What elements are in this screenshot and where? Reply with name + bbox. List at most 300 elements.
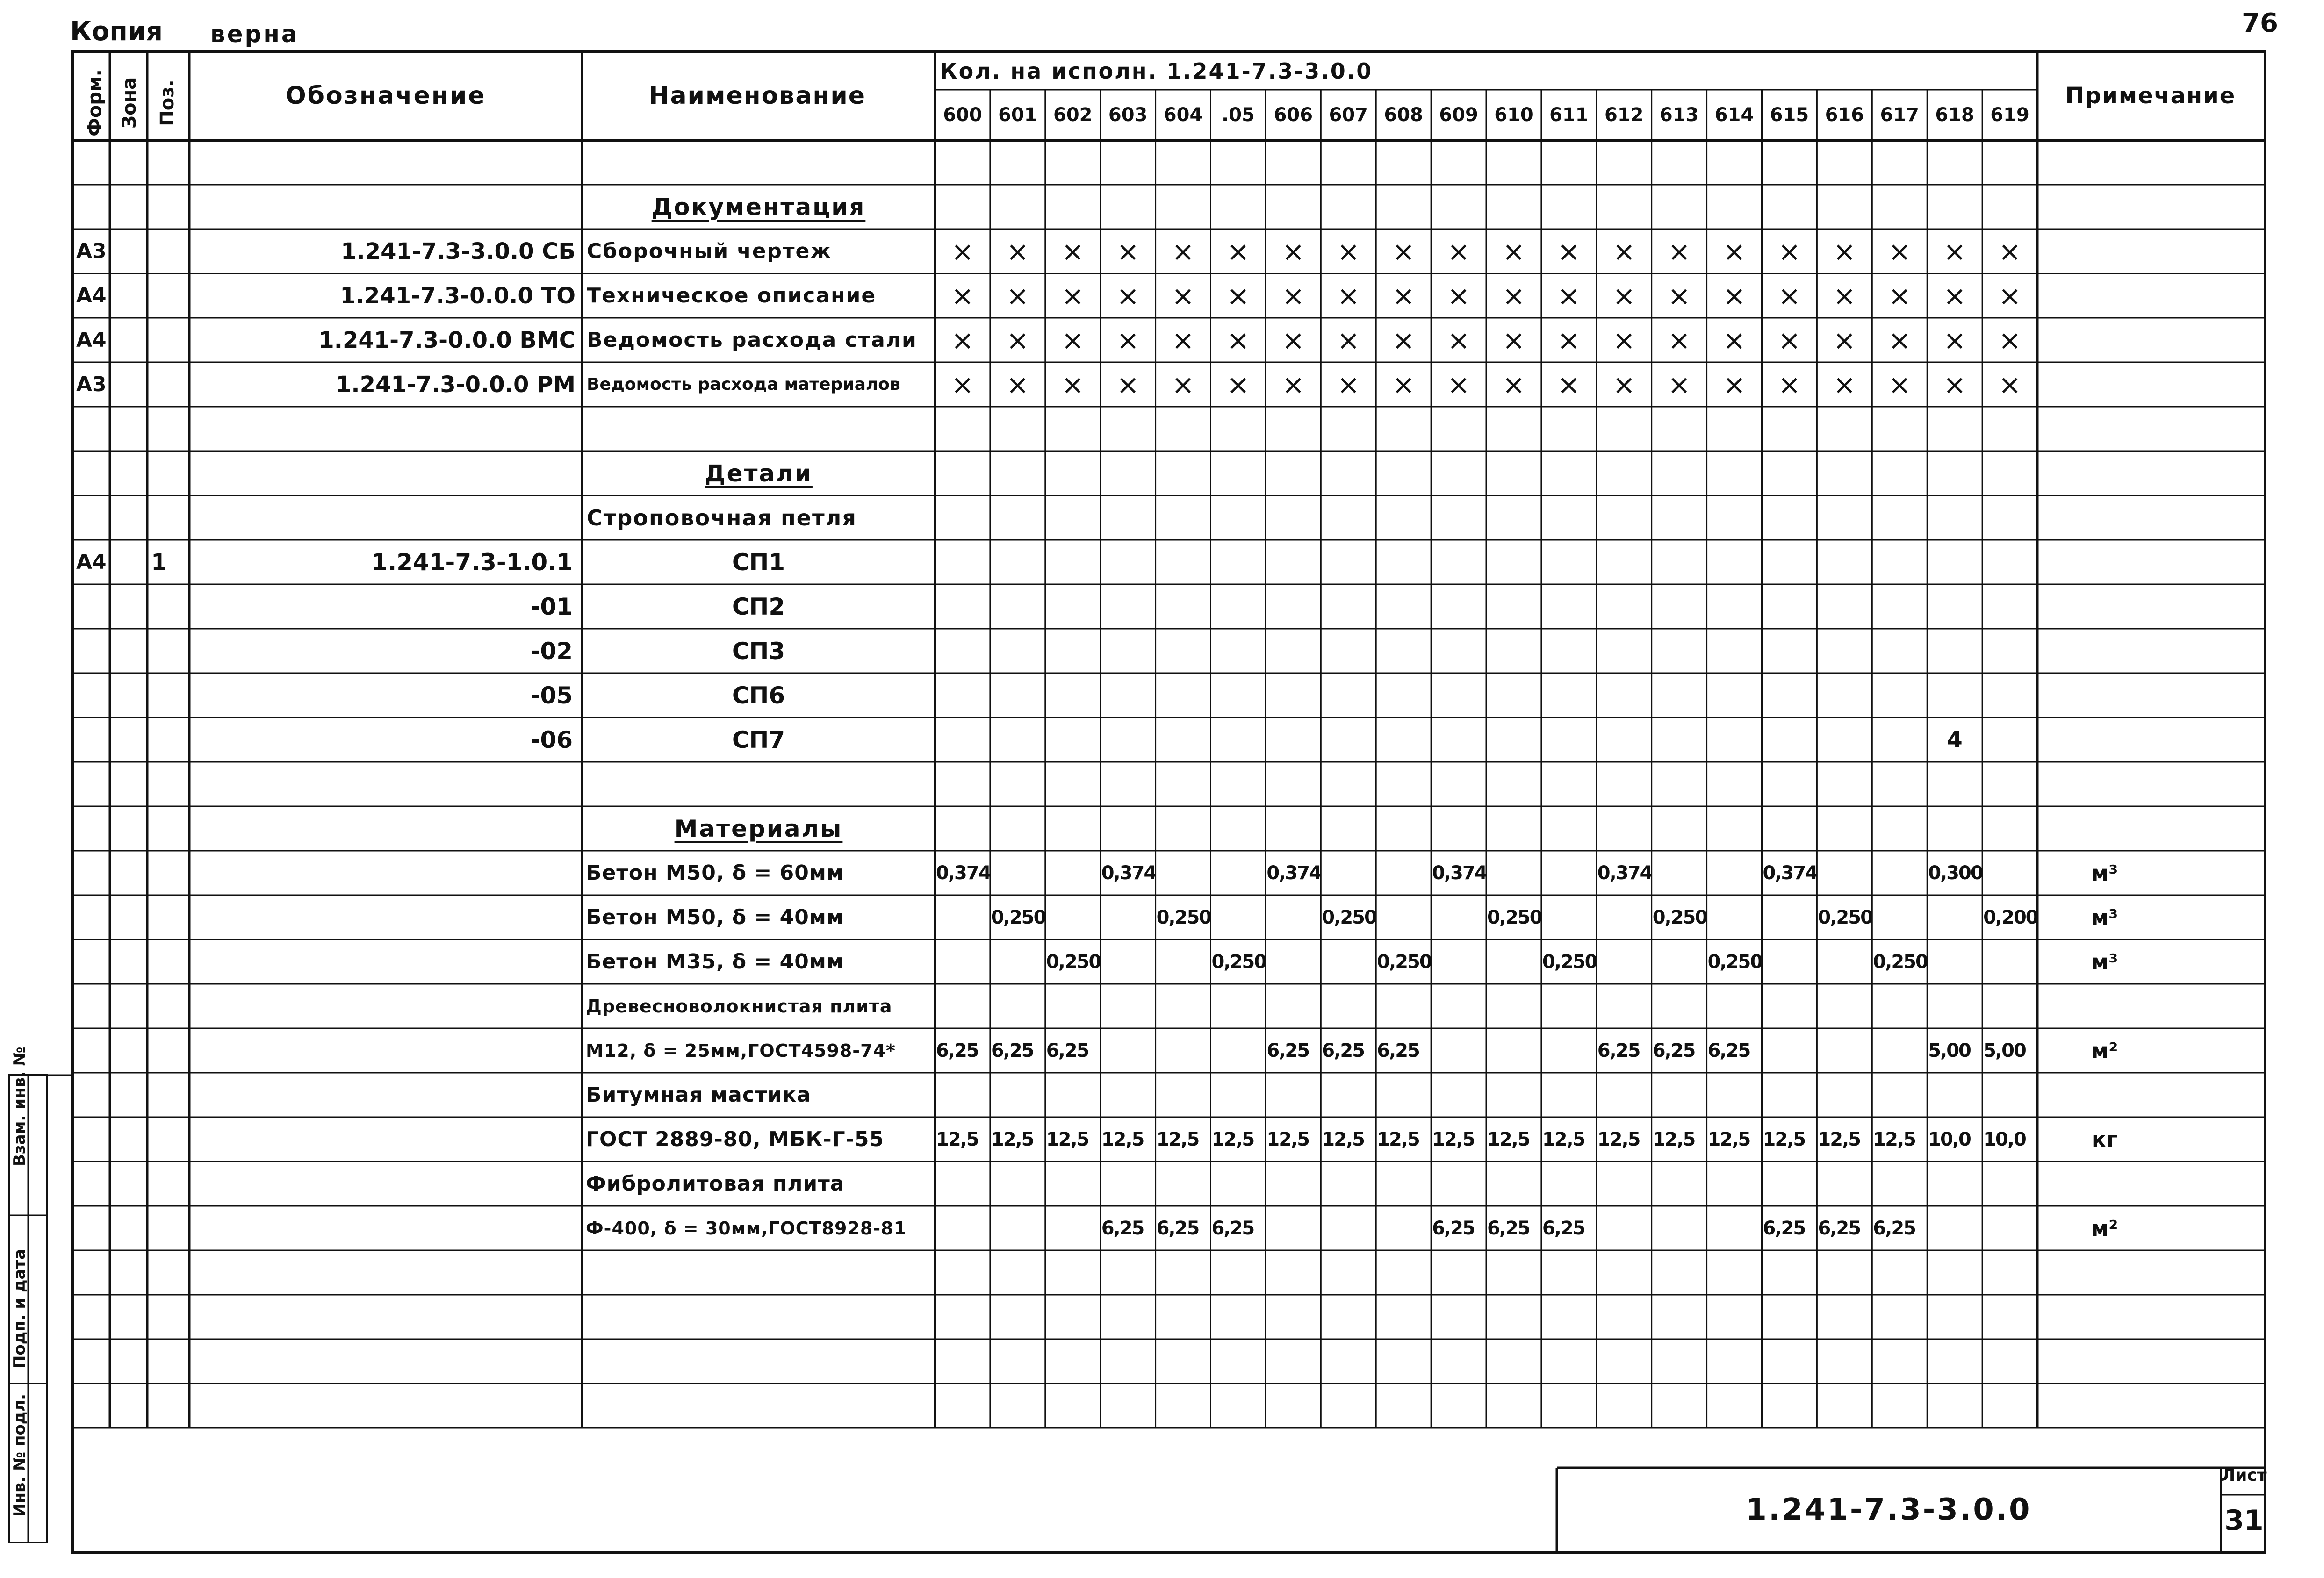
material-qty [1928, 895, 1983, 940]
material-qty: 0,250 [1487, 906, 1542, 928]
material-qty: 0,250 [1818, 906, 1872, 928]
material-qty [1432, 1162, 1487, 1206]
material-qty [1212, 1028, 1267, 1073]
variant-header: 600 [943, 104, 982, 126]
material-qty [1101, 1073, 1157, 1117]
header-form: Форм. [84, 69, 106, 136]
applicability-mark: × [1502, 324, 1525, 356]
material-qty [1322, 984, 1377, 1028]
row-form: А4 [76, 550, 107, 574]
material-qty [1157, 984, 1212, 1028]
applicability-mark: × [951, 235, 974, 267]
material-qty [1432, 1028, 1487, 1073]
applicability-mark: × [1172, 368, 1194, 401]
row-form: А3 [76, 372, 107, 396]
applicability-mark: × [1943, 324, 1966, 356]
variant-header: 619 [1990, 104, 2029, 126]
material-qty: 12,5 [1156, 1128, 1199, 1150]
applicability-mark: × [1557, 235, 1581, 267]
variant-header: 618 [1935, 104, 1974, 126]
qty-618 [1927, 584, 1982, 629]
material-qty [991, 1073, 1046, 1117]
material-unit [2037, 1162, 2172, 1206]
applicability-mark: × [1116, 368, 1139, 401]
material-qty [1818, 1073, 1873, 1117]
applicability-mark: × [1337, 235, 1360, 267]
row-pos [147, 717, 171, 762]
variant-header: 607 [1329, 104, 1368, 126]
applicability-mark: × [1612, 324, 1636, 356]
row-form: А4 [76, 328, 107, 352]
applicability-mark: × [1502, 235, 1525, 267]
applicability-mark: × [1282, 235, 1305, 267]
material-qty: 0,250 [1046, 951, 1101, 973]
section-materials: Материалы [674, 815, 843, 842]
header-name: Наименование [648, 82, 866, 110]
material-qty [1266, 940, 1322, 984]
applicability-mark: × [1668, 368, 1691, 401]
material-qty [1157, 1162, 1212, 1206]
material-qty [1763, 1073, 1818, 1117]
material-qty [1212, 851, 1267, 895]
material-qty [1708, 851, 1763, 895]
material-qty: 6,25 [1156, 1217, 1199, 1239]
applicability-mark: × [1006, 368, 1029, 401]
side-sign-date: Подп. и дата [10, 1248, 29, 1369]
material-qty: 10,0 [1928, 1128, 1971, 1150]
material-qty [1873, 1073, 1928, 1117]
material-qty: 6,25 [1432, 1217, 1475, 1239]
applicability-mark: × [1557, 280, 1581, 312]
material-qty [1653, 940, 1708, 984]
applicability-mark: × [1227, 235, 1250, 267]
material-qty: 6,25 [1763, 1217, 1806, 1239]
material-qty: 6,25 [1707, 1040, 1750, 1062]
applicability-mark: × [951, 324, 974, 356]
applicability-mark: × [1447, 368, 1470, 401]
material-qty: 6,25 [991, 1040, 1034, 1062]
material-qty: 0,200 [1983, 906, 2038, 928]
side-inv-sub: Взам. инв. № [10, 1047, 29, 1166]
applicability-mark: × [1998, 368, 2022, 401]
material-unit: м³ [2091, 904, 2118, 930]
material-qty [1818, 984, 1873, 1028]
footer-sheet-number: 31 [2224, 1504, 2264, 1537]
material-qty [1597, 984, 1653, 1028]
material-qty: 0,250 [1156, 906, 1211, 928]
applicability-mark: × [1998, 235, 2022, 267]
material-qty [1046, 1206, 1101, 1250]
material-qty [1763, 1162, 1818, 1206]
applicability-mark: × [1227, 368, 1250, 401]
applicability-mark: × [951, 280, 974, 312]
applicability-mark: × [1998, 324, 2022, 356]
material-qty: 10,0 [1983, 1128, 2026, 1150]
row-form [76, 584, 110, 629]
applicability-mark: × [1392, 280, 1415, 312]
material-qty [1101, 895, 1157, 940]
material-name: Бетон М50, δ = 60мм [586, 861, 844, 885]
material-qty [1377, 984, 1432, 1028]
applicability-mark: × [951, 368, 974, 401]
variant-header: 613 [1659, 104, 1699, 126]
variant-header: 615 [1770, 104, 1809, 126]
material-qty [1763, 1028, 1818, 1073]
header-designation: Обозначение [285, 82, 486, 110]
material-qty [1377, 1206, 1432, 1250]
applicability-mark: × [1172, 235, 1194, 267]
row-form [76, 629, 110, 673]
material-qty: 0,250 [1211, 951, 1266, 973]
material-qty: 0,374 [936, 862, 991, 884]
applicability-mark: × [1778, 235, 1801, 267]
material-qty [1873, 1162, 1928, 1206]
applicability-mark: × [1227, 324, 1250, 356]
material-qty: 12,5 [936, 1128, 979, 1150]
details-subtitle: Строповочная петля [587, 505, 857, 531]
applicability-mark: × [1668, 280, 1691, 312]
material-name: Битумная мастика [586, 1083, 811, 1107]
material-qty [1322, 1206, 1377, 1250]
footer-code: 1.241-7.3-3.0.0 [1746, 1492, 2032, 1527]
qty-618 [1927, 629, 1982, 673]
material-qty: 0,250 [1377, 951, 1432, 973]
material-qty [1542, 984, 1597, 1028]
material-name: Ф-400, δ = 30мм,ГОСТ8928-81 [586, 1218, 907, 1239]
row-pos [147, 584, 171, 629]
material-qty [1046, 895, 1101, 940]
material-qty [1487, 940, 1542, 984]
copy-note: Копия [70, 16, 163, 47]
applicability-mark: × [1557, 368, 1581, 401]
applicability-mark: × [1833, 235, 1856, 267]
material-qty [1046, 851, 1101, 895]
material-qty [1432, 1073, 1487, 1117]
variant-header: 604 [1163, 104, 1203, 126]
material-qty [1818, 1162, 1873, 1206]
variant-header: 603 [1108, 104, 1148, 126]
row-name: СП2 [732, 593, 785, 620]
applicability-mark: × [1282, 324, 1305, 356]
material-qty: 12,5 [1487, 1128, 1530, 1150]
applicability-mark: × [1006, 324, 1029, 356]
material-qty [1542, 1028, 1597, 1073]
applicability-mark: × [1888, 368, 1911, 401]
applicability-mark: × [1778, 368, 1801, 401]
variant-header: 608 [1384, 104, 1423, 126]
row-form: А4 [76, 283, 107, 308]
material-name: Бетон М50, δ = 40мм [586, 905, 844, 929]
material-qty: 6,25 [936, 1040, 979, 1062]
material-qty [1377, 895, 1432, 940]
material-qty [1432, 940, 1487, 984]
applicability-mark: × [1502, 280, 1525, 312]
row-name: Сборочный чертеж [587, 239, 832, 263]
material-qty [1377, 1162, 1432, 1206]
section-documentation: Документация [651, 193, 866, 221]
material-qty: 0,374 [1597, 862, 1652, 884]
material-qty [1266, 895, 1322, 940]
header-zone: Зона [119, 77, 140, 129]
material-qty [1046, 984, 1101, 1028]
material-qty [936, 895, 991, 940]
material-qty [936, 940, 991, 984]
material-qty [1597, 940, 1653, 984]
material-qty [991, 1162, 1046, 1206]
applicability-mark: × [1723, 368, 1746, 401]
applicability-mark: × [1337, 324, 1360, 356]
applicability-mark: × [1447, 324, 1470, 356]
applicability-mark: × [1116, 235, 1139, 267]
applicability-mark: × [1172, 324, 1194, 356]
material-unit: м³ [2091, 949, 2118, 975]
material-qty [1983, 940, 2038, 984]
material-qty: 6,25 [1652, 1040, 1695, 1062]
material-unit: м² [2091, 1215, 2118, 1241]
material-qty: 12,5 [1266, 1128, 1309, 1150]
material-qty [1653, 1206, 1708, 1250]
row-name: СП7 [732, 726, 785, 753]
material-qty: 12,5 [1046, 1128, 1089, 1150]
material-qty [1708, 1162, 1763, 1206]
footer-sheet-label: Лист [2221, 1466, 2267, 1485]
applicability-mark: × [1006, 280, 1029, 312]
material-qty [991, 940, 1046, 984]
applicability-mark: × [1282, 280, 1305, 312]
material-qty [1212, 984, 1267, 1028]
applicability-mark: × [1833, 368, 1856, 401]
row-name: СП6 [732, 681, 785, 709]
material-qty [1653, 1162, 1708, 1206]
applicability-mark: × [1116, 280, 1139, 312]
variant-header: 617 [1880, 104, 1919, 126]
material-qty [1763, 895, 1818, 940]
material-qty [1928, 984, 1983, 1028]
qty-618 [1927, 673, 1982, 717]
material-qty: 0,374 [1101, 862, 1156, 884]
material-qty [1157, 940, 1212, 984]
material-qty [1266, 984, 1322, 1028]
applicability-mark: × [1006, 235, 1029, 267]
applicability-mark: × [1723, 235, 1746, 267]
applicability-mark: × [1172, 280, 1194, 312]
material-qty: 6,25 [1322, 1040, 1364, 1062]
variant-header: 610 [1494, 104, 1533, 126]
applicability-mark: × [1612, 235, 1636, 267]
applicability-mark: × [1668, 324, 1691, 356]
applicability-mark: × [1447, 235, 1470, 267]
material-qty [1487, 1028, 1542, 1073]
material-qty: 6,25 [1046, 1040, 1089, 1062]
material-qty [991, 984, 1046, 1028]
material-qty [936, 1073, 991, 1117]
material-qty: 12,5 [1101, 1128, 1144, 1150]
material-qty: 12,5 [1377, 1128, 1419, 1150]
applicability-mark: × [1447, 280, 1470, 312]
material-qty [991, 851, 1046, 895]
row-form [76, 673, 110, 717]
material-qty: 12,5 [1211, 1128, 1254, 1150]
material-qty [1708, 1206, 1763, 1250]
applicability-mark: × [1943, 280, 1966, 312]
material-qty [1928, 1162, 1983, 1206]
material-qty: 0,250 [1322, 906, 1376, 928]
applicability-mark: × [1502, 368, 1525, 401]
material-qty [1873, 1028, 1928, 1073]
applicability-mark: × [1392, 235, 1415, 267]
material-qty [1708, 984, 1763, 1028]
material-qty: 0,374 [1763, 862, 1818, 884]
material-qty [1432, 895, 1487, 940]
material-qty [1157, 851, 1212, 895]
material-qty [1212, 895, 1267, 940]
material-qty: 6,25 [1597, 1040, 1640, 1062]
material-qty [1212, 1073, 1267, 1117]
material-qty [1487, 1073, 1542, 1117]
material-qty [1487, 851, 1542, 895]
material-qty: 6,25 [1377, 1040, 1419, 1062]
row-designation: 1.241-7.3-0.0.0 ТО [340, 282, 576, 309]
material-qty [1873, 984, 1928, 1028]
row-designation: 1.241-7.3-0.0.0 ВМС [318, 327, 576, 353]
variant-header: 606 [1274, 104, 1313, 126]
qty-618 [1927, 540, 1982, 584]
material-qty [1597, 1073, 1653, 1117]
material-qty: 12,5 [1432, 1128, 1475, 1150]
material-qty [1818, 851, 1873, 895]
applicability-mark: × [1392, 368, 1415, 401]
material-qty [1928, 1206, 1983, 1250]
material-qty: 0,300 [1928, 862, 1983, 884]
material-qty [1597, 1162, 1653, 1206]
material-qty [1708, 895, 1763, 940]
material-unit: м³ [2091, 860, 2118, 886]
row-designation: -05 [530, 681, 573, 709]
material-qty: 0,374 [1266, 862, 1321, 884]
row-name: Техническое описание [587, 283, 877, 308]
material-qty [1818, 940, 1873, 984]
applicability-mark: × [1998, 280, 2022, 312]
material-qty: 6,25 [1211, 1217, 1254, 1239]
material-qty [1983, 851, 2038, 895]
material-qty [1653, 1073, 1708, 1117]
material-qty [1487, 1162, 1542, 1206]
material-qty [1542, 1162, 1597, 1206]
material-qty [1377, 851, 1432, 895]
material-qty [1818, 1028, 1873, 1073]
material-qty: 5,00 [1983, 1040, 2026, 1062]
applicability-mark: × [1612, 368, 1636, 401]
material-qty: 6,25 [1487, 1217, 1530, 1239]
row-designation: -01 [530, 593, 573, 620]
material-qty: 0,250 [991, 906, 1046, 928]
row-form [76, 717, 110, 762]
material-name: Бетон М35, δ = 40мм [586, 949, 844, 974]
header-pos: Поз. [157, 79, 178, 126]
material-name: Древесноволокнистая плита [586, 996, 892, 1017]
variant-header: .05 [1222, 104, 1255, 126]
material-qty [1873, 895, 1928, 940]
applicability-mark: × [1888, 235, 1911, 267]
material-qty [1322, 851, 1377, 895]
section-details: Детали [705, 459, 813, 487]
applicability-mark: × [1778, 280, 1801, 312]
material-qty [936, 1206, 991, 1250]
variant-header: 609 [1439, 104, 1478, 126]
material-qty: 0,250 [1542, 951, 1597, 973]
row-pos: 1 [151, 549, 167, 575]
page-number: 76 [2242, 8, 2278, 38]
applicability-mark: × [1116, 324, 1139, 356]
material-qty [1763, 940, 1818, 984]
applicability-mark: × [1723, 280, 1746, 312]
row-designation: 1.241-7.3-3.0.0 СБ [341, 238, 576, 265]
material-qty [1708, 1073, 1763, 1117]
applicability-mark: × [1061, 324, 1085, 356]
material-qty: 12,5 [1707, 1128, 1750, 1150]
applicability-mark: × [1061, 280, 1085, 312]
variant-header: 601 [998, 104, 1037, 126]
row-name: СП3 [732, 637, 785, 665]
row-name: Ведомость расхода материалов [587, 374, 900, 394]
material-qty [1157, 1028, 1212, 1073]
material-qty [1873, 851, 1928, 895]
side-inv-orig: Инв. № подл. [10, 1393, 29, 1517]
applicability-mark: × [1888, 324, 1911, 356]
material-qty [1763, 984, 1818, 1028]
material-qty: 12,5 [1542, 1128, 1585, 1150]
material-qty [1266, 1162, 1322, 1206]
qty-618: 4 [1947, 726, 1963, 753]
material-unit [2037, 1073, 2172, 1117]
applicability-mark: × [1778, 324, 1801, 356]
material-qty [1653, 851, 1708, 895]
material-qty: 5,00 [1928, 1040, 1971, 1062]
material-qty [1322, 940, 1377, 984]
material-qty: 0,250 [1707, 951, 1763, 973]
material-name: ГОСТ 2889-80, МБК-Г-55 [586, 1127, 885, 1151]
material-qty: 12,5 [1652, 1128, 1695, 1150]
material-qty [936, 984, 991, 1028]
material-qty [936, 1162, 991, 1206]
applicability-mark: × [1061, 235, 1085, 267]
material-qty [1266, 1206, 1322, 1250]
material-qty: 12,5 [1873, 1128, 1915, 1150]
material-qty [1101, 1028, 1157, 1073]
material-qty [1101, 940, 1157, 984]
header-note: Примечание [2065, 83, 2236, 109]
row-name: СП1 [732, 548, 785, 576]
applicability-mark: × [1557, 324, 1581, 356]
applicability-mark: × [1723, 324, 1746, 356]
applicability-mark: × [1227, 280, 1250, 312]
material-qty [1101, 1162, 1157, 1206]
material-qty: 12,5 [1322, 1128, 1364, 1150]
variant-header: 616 [1825, 104, 1864, 126]
material-qty [1157, 1073, 1212, 1117]
material-qty: 0,250 [1652, 906, 1707, 928]
material-qty: 6,25 [1266, 1040, 1309, 1062]
material-qty [1322, 1162, 1377, 1206]
material-qty: 6,25 [1542, 1217, 1585, 1239]
applicability-mark: × [1888, 280, 1911, 312]
material-qty [1542, 895, 1597, 940]
material-qty [1322, 1073, 1377, 1117]
row-pos [147, 629, 171, 673]
material-name: М12, δ = 25мм,ГОСТ4598-74* [586, 1040, 896, 1061]
material-qty [1597, 1206, 1653, 1250]
material-qty [1212, 1162, 1267, 1206]
